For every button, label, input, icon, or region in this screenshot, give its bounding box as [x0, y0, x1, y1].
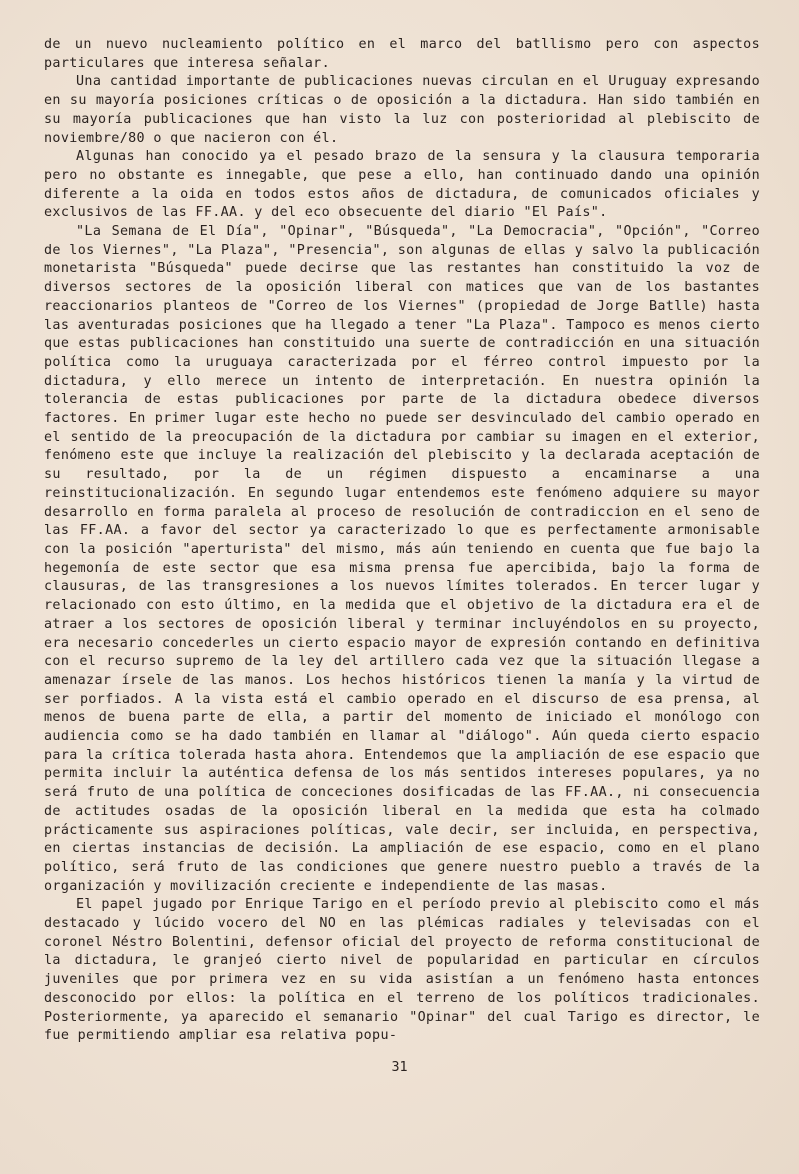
paragraph: Algunas han conocido ya el pesado brazo de la sensura y la clausura temporaria pero no obstante es innegable, que pese a ello, han continuado dando una opinión diferente a la oida en todos estos años de dictadura, de comunicados oficiales y exclusivos de las FF.AA. y del eco obsecuente del diario "El País".	[44, 149, 760, 221]
body-text	[44, 36, 760, 1046]
page-number: 31	[391, 1060, 408, 1075]
paragraph: "La Semana de El Día", "Opinar", "Búsqueda", "La Democracia", "Opción", "Correo de los Viernes", "La Plaza", "Presencia", son algunas de ellas y salvo la publicación monetarista "Búsqueda" puede decirse que las restantes han constituido la voz de diversos sectores de la oposición liberal con matices que van de los bastantes reaccionarios planteos de "Correo de los Viernes" (propiedad de Jorge Batlle) hasta las aventuradas posiciones que ha llegado a tener "La Plaza". Tampoco es menos cierto que estas publicaciones han constituido una suerte de contradicción en una situación política como la uruguaya caracterizada por el férreo control impuesto por la dictadura, y ello merece un intento de interpretación. En nuestra opinión la tolerancia de estas publicaciones por parte de la dictadura obedece diversos factores. En primer lugar este hecho no puede ser desvinculado del cambio operado en el sentido de la preocupación de la dictadura por cambiar su imagen en el exterior, fenómeno este que incluye la realización del plebiscito y la declarada aceptación de su resultado, por la de un régimen dispuesto a encaminarse a una reinstitucionalización. En segundo lugar entendemos este fenómeno adquiere su mayor desarrollo en forma paralela al proceso de resolución de contradiccion en el seno de las FF.AA. a favor del sector ya caracterizado lo que es perfectamente armonisable con la posición "aperturista" del mismo, más aún teniendo en cuenta que fue bajo la hegemonía de este sector que esa misma prensa fue apercibida, bajo la forma de clausuras, de las transgresiones a los nuevos límites tolerados. En tercer lugar y relacionado con esto último, en la medida que el objetivo de la dictadura era el de atraer a los sectores de oposición liberal y terminar incluyéndolos en su proyecto, era necesario concederles un cierto espacio mayor de expresión contando en definitiva con el recurso supremo de la ley del artillero cada vez que la situación llegase a amenazar írsele de las manos. Los hechos históricos tienen la manía y la virtud de ser porfiados. A la vista está el cambio operado en el discurso de esa prensa, al menos de buena parte de ella, a partir del momento de iniciado el monólogo con audiencia como se ha dado también en llamar al "diálogo". Aún queda cierto espacio para la crítica tolerada hasta ahora. Entendemos que la ampliación de ese espacio que permita incluir la auténtica defensa de los más sentidos intereses populares, ya no será fruto de una política de conceciones dosificadas de las FF.AA., ni consecuencia de actitudes osadas de la oposición liberal en la medida que esta ha colmado prácticamente sus aspiraciones políticas, vale decir, ser incluida, en perspectiva, en ciertas instancias de decisión. La ampliación de ese espacio, como en el plano político, será fruto de las condiciones que genere nuestro pueblo a través de la organización y movilización creciente e independiente de las masas.	[44, 224, 760, 894]
paragraph: Una cantidad importante de publicaciones nuevas circulan en el Uruguay expresando en su mayoría posiciones críticas o de oposición a la dictadura. Han sido también en su mayoría publicaciones que han visto la luz con posterioridad al plebiscito de noviembre/80 o que nacieron con él.	[44, 74, 760, 146]
paragraph: de un nuevo nucleamiento político en el marco del batllismo pero con aspectos particulares que interesa señalar.	[44, 37, 760, 71]
paragraph: El papel jugado por Enrique Tarigo en el período previo al plebiscito como el más destacado y lúcido vocero del NO en las plémicas radiales y televisadas con el coronel Néstro Bolentini, defensor oficial del proyecto de reforma constitucional de la dictadura, le granjeó cierto nivel de popularidad en particular en círculos juveniles que por primera vez en su vida asistían a un fenómeno hasta entonces desconocido por ellos: la política en el terreno de los políticos tradicionales. Posteriormente, ya aparecido el semanario "Opinar" del cual Tarigo es director, le fue permitiendo ampliar esa relativa popu-	[44, 897, 760, 1044]
